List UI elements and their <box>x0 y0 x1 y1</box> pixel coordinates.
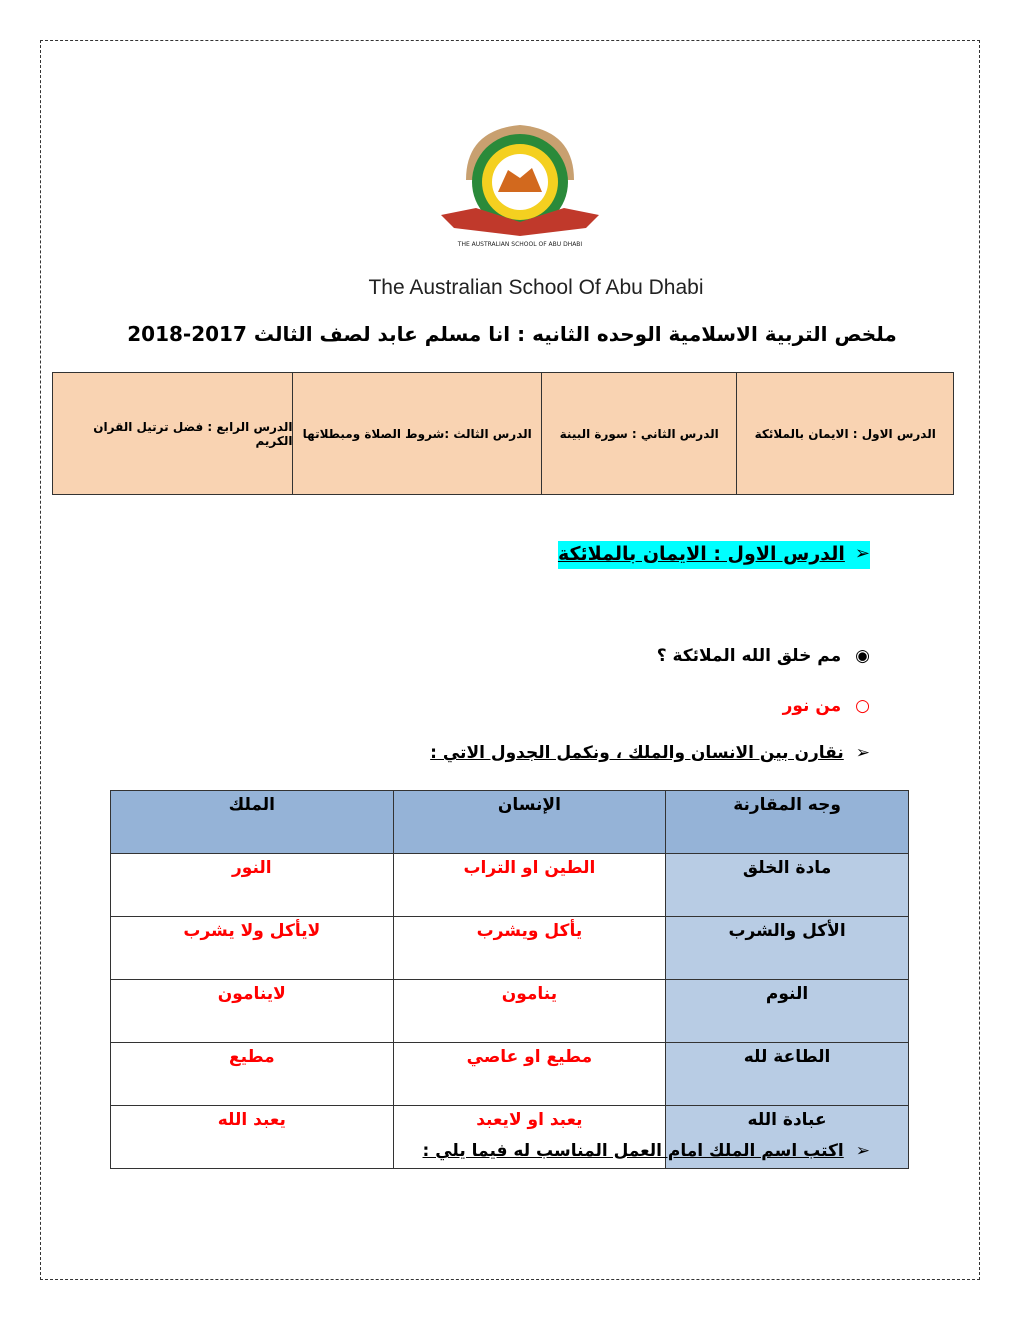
question <box>657 646 870 666</box>
write-instruction <box>423 1141 871 1161</box>
comparison-table <box>110 790 909 1169</box>
cell: يعبد او لايعبد <box>393 1106 666 1169</box>
cell: يعبد الله <box>111 1106 394 1169</box>
table-row <box>111 854 909 917</box>
arrow-bullet-icon: ➢ <box>855 743 870 763</box>
cell: النور <box>111 854 394 917</box>
answer <box>783 696 870 716</box>
cell: مطيع <box>111 1043 394 1106</box>
header-cell: وجه المقارنة <box>666 791 909 854</box>
compare-instruction <box>430 743 870 763</box>
cell: لاينامون <box>111 980 394 1043</box>
compare-instruction-text: نقارن بين الانسان والملك ، ونكمل الجدول الاتي : <box>430 743 844 763</box>
lesson-2: الدرس الثاني : سورة البينة <box>541 373 737 494</box>
lessons-box <box>52 372 954 495</box>
lesson-1: الدرس الاول : الايمان بالملائكة <box>736 373 953 494</box>
cell: عبادة الله <box>666 1106 909 1169</box>
cell: الطاعة لله <box>666 1043 909 1106</box>
lesson-3: الدرس الثالث :شروط الصلاة ومبطلاتها <box>292 373 540 494</box>
table-header-row <box>111 791 909 854</box>
circle-bullet-icon: ○ <box>855 696 870 716</box>
cell: الأكل والشرب <box>666 917 909 980</box>
filled-circle-bullet-icon: ◉ <box>855 646 870 666</box>
document-title: ملخص التربية الاسلامية الوحده الثانيه : انا مسلم عابد لصف الثالث 2017-2018 <box>127 322 897 346</box>
arrow-bullet-icon: ➢ <box>854 543 870 564</box>
section-heading <box>558 541 870 569</box>
answer-text: من نور <box>782 696 842 716</box>
cell: لايأكل ولا يشرب <box>111 917 394 980</box>
header-cell: الإنسان <box>393 791 666 854</box>
arrow-bullet-icon: ➢ <box>855 1141 870 1161</box>
cell: مطيع او عاصي <box>393 1043 666 1106</box>
table-row <box>111 1043 909 1106</box>
svg-text:THE AUSTRALIAN SCHOOL OF ABU D: THE AUSTRALIAN SCHOOL OF ABU DHABI <box>457 241 583 248</box>
cell: مادة الخلق <box>666 854 909 917</box>
section-heading-text: الدرس الاول : الايمان بالملائكة <box>557 543 845 565</box>
table-row <box>111 917 909 980</box>
school-name: The Australian School Of Abu Dhabi <box>368 276 704 299</box>
header-cell: الملك <box>111 791 394 854</box>
school-logo <box>436 120 604 250</box>
cell: النوم <box>666 980 909 1043</box>
cell: الطين او التراب <box>393 854 666 917</box>
table-row <box>111 980 909 1043</box>
cell: ينامون <box>393 980 666 1043</box>
question-text: مم خلق الله الملائكة ؟ <box>656 646 842 666</box>
cell: يأكل ويشرب <box>393 917 666 980</box>
write-instruction-text: اكتب اسم الملك امام العمل المناسب له فيما يلي : <box>422 1141 844 1161</box>
lesson-4: الدرس الرابع : فضل ترتيل القران الكريم <box>93 419 293 448</box>
